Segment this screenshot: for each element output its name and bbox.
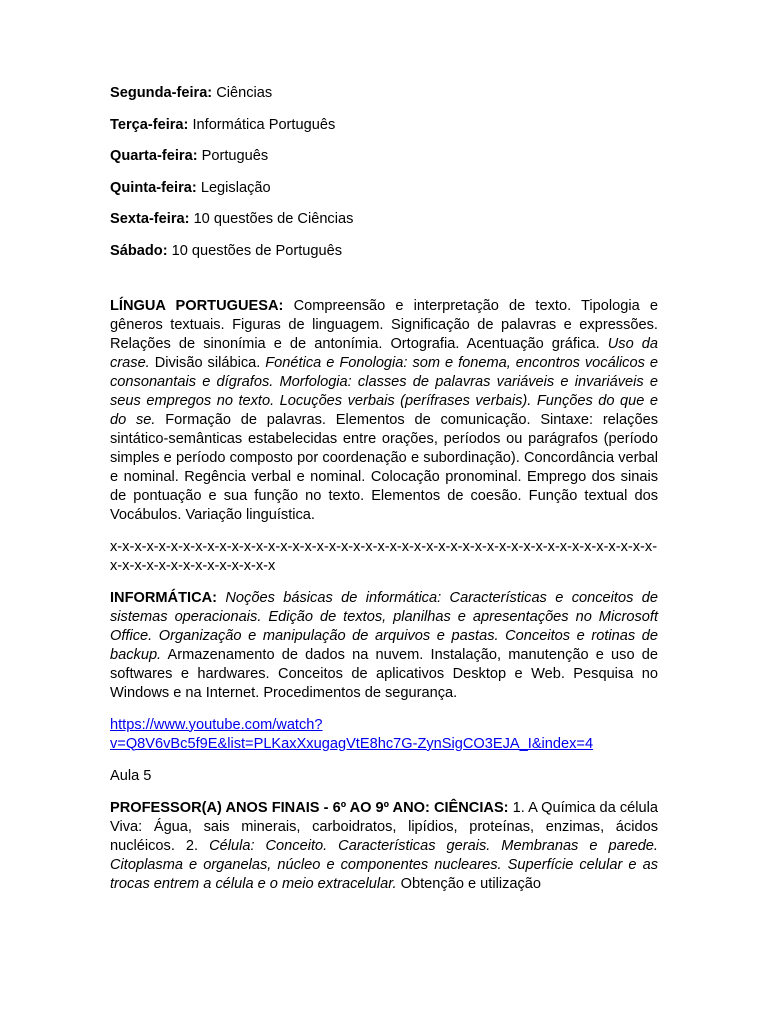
ciencias-text-1: 1. A Química da célula Viva: Água, sais minerais, carboidratos, lipídios, proteínas, enzimas, ácidos nucléicos. 2. [110,799,659,854]
portugues-text-3: Formação de palavras. Elementos de comunicação. Sintaxe: relações sintático-semânticas estabelecidas entre orações, períodos ou parágrafos (período simples e período composto por coordenação e subordinação). Concordância verbal e nominal. Regência verbal e nominal. Colocação pronominal. Emprego dos sinais de pontuação e sua função no texto. Elementos de coesão. Função textual dos Vocábulos. Variação linguística. [110,411,658,523]
schedule-subject: Ciências [216,85,273,101]
schedule-line [110,179,658,198]
schedule-line [110,147,658,166]
schedule-subject: Informática Português [192,116,336,133]
schedule-day: Sexta-feira: [110,211,190,227]
youtube-link-line-1[interactable]: https://www.youtube.com/watch? [110,716,323,733]
schedule-day: Sábado: [110,242,168,259]
schedule-line [110,116,658,135]
portugues-italic-1: Uso da crase. [110,335,658,371]
youtube-link[interactable] [110,717,593,752]
separator-line: x-x-x-x-x-x-x-x-x-x-x-x-x-x-x-x-x-x-x-x-x-x-x-x-x-x-x-x-x-x-x-x-x-x-x-x-x-x-x-x-x-x-x-x-x-x-x-x-x-x-x-x-x-x-x-x-x-x-x [110,538,658,574]
schedule-line [110,242,658,261]
informatica-syllabus [110,589,658,703]
portugues-heading: LÍNGUA PORTUGUESA: [110,297,284,314]
ciencias-heading: PROFESSOR(A) ANOS FINAIS - 6º AO 9º ANO: CIÊNCIAS: [110,799,509,816]
informatica-italic-1: Noções básicas de informática: Características e conceitos de sistemas operacionais. Edição de textos, planilhas e apresentações no Microsoft Office. Organização e manipulação de arquivos e pastas. Conceitos e rotinas de backup. [110,589,658,663]
ciencias-text-2: Obtenção e utilização [396,875,542,892]
ciencias-syllabus [110,799,658,894]
schedule-line [110,210,658,229]
portugues-text-1: Compreensão e interpretação de texto. Tipologia e gêneros textuais. Figuras de linguagem. Significação de palavras e expressões. Relações de sinonímia e de antonímia. Ortografia. Acentuação gráfica. [110,297,658,352]
schedule-subject: Português [201,148,269,164]
portugues-syllabus [110,297,658,525]
aula-label: Aula 5 [110,767,152,784]
ciencias-italic-1: Célula: Conceito. Características gerais. Membranas e parede. Citoplasma e organelas, núcleo e componentes nucleares. Superfície celular e as trocas entrem a célula e o meio extracelular. [110,837,658,892]
schedule-day: Quinta-feira: [110,179,197,196]
schedule-subject: 10 questões de Português [171,242,343,259]
schedule-subject: Legislação [200,179,271,196]
schedule-day: Terça-feira: [110,116,189,133]
schedule-line [110,84,658,103]
schedule-day: Segunda-feira: [110,85,213,101]
portugues-italic-2: Fonética e Fonologia: som e fonema, encontros vocálicos e consonantais e dígrafos. Morfologia: classes de palavras variáveis e invariáveis e seus empregos no texto. Locuções verbais (perífrases verbais). Funções do que e do se. [110,354,658,428]
schedule-subject: 10 questões de Ciências [193,211,354,227]
informatica-text-1: Armazenamento de dados na nuvem. Instalação, manutenção e uso de softwares e hardwares. Conceitos de aplicativos Desktop e Web. Pesquisa no Windows e na Internet. Procedimentos de segurança. [110,646,658,701]
schedule-day: Quarta-feira: [110,148,198,164]
informatica-heading: INFORMÁTICA: [110,589,218,606]
youtube-link-block [110,716,658,754]
youtube-link-line-2[interactable]: v=Q8V6vBc5f9E&list=PLKaxXxugagVtE8hc7G-ZynSigCO3EJA_I&index=4 [110,735,594,752]
document-body [110,84,658,894]
portugues-text-2: Divisão silábica. [149,354,266,371]
